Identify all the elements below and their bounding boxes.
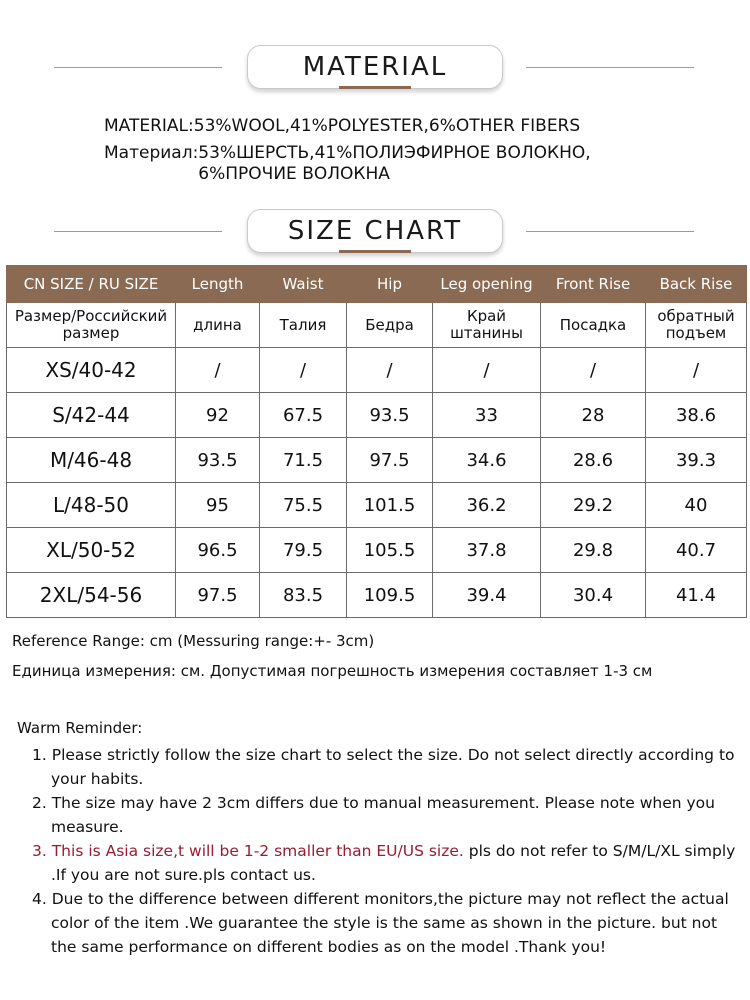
- waist-cell: 83.5: [260, 573, 347, 618]
- size-chart-title-pill: [247, 209, 503, 253]
- col-header-waist-ru: Талия: [260, 303, 347, 348]
- length-cell: 92: [176, 393, 260, 438]
- table-row: [7, 528, 747, 573]
- back-rise-cell: 40: [646, 483, 747, 528]
- waist-cell: 67.5: [260, 393, 347, 438]
- material-value-en: 53%WOOL,41%POLYESTER,6%OTHER FIBERS: [193, 116, 581, 136]
- size-cell: M/46-48: [7, 438, 176, 483]
- material-row-ru: [104, 143, 724, 185]
- waist-cell: 79.5: [260, 528, 347, 573]
- table-row: [7, 438, 747, 483]
- col-header-leg-opening-ru: Край штанины: [433, 303, 541, 348]
- front-rise-cell: 28.6: [541, 438, 646, 483]
- size-cell: 2XL/54-56: [7, 573, 176, 618]
- size-cell: S/42-44: [7, 393, 176, 438]
- front-rise-cell: 29.2: [541, 483, 646, 528]
- leg-opening-cell: 36.2: [433, 483, 541, 528]
- material-label-ru: Материал:: [104, 143, 199, 163]
- reminder-item-4: 4. Due to the difference between different monitors,the picture may not reflect the actual color of the item .We guarantee the style is the same as shown in the picture. but not the same performance on different bodies as on the model .Thank you!: [32, 890, 729, 956]
- hip-cell: 97.5: [347, 438, 433, 483]
- col-header-size: CN SIZE / RU SIZE: [7, 266, 176, 303]
- reminder-item-3-rest: pls do not refer to S/M/L/XL simply .If you are not sure.pls contact us.: [51, 842, 736, 884]
- col-header-hip-ru: Бедра: [347, 303, 433, 348]
- title-accent-bar: [339, 250, 411, 253]
- leg-opening-cell: 34.6: [433, 438, 541, 483]
- back-rise-cell: 40.7: [646, 528, 747, 573]
- length-cell: /: [176, 348, 260, 393]
- material-section-header: [0, 45, 750, 91]
- header-divider-right: [526, 231, 694, 232]
- front-rise-cell: /: [541, 348, 646, 393]
- length-cell: 93.5: [176, 438, 260, 483]
- hip-cell: /: [347, 348, 433, 393]
- material-title-pill: [247, 45, 503, 89]
- back-rise-cell: 38.6: [646, 393, 747, 438]
- front-rise-cell: 28: [541, 393, 646, 438]
- front-rise-cell: 30.4: [541, 573, 646, 618]
- size-cell: L/48-50: [7, 483, 176, 528]
- table-row: [7, 483, 747, 528]
- reference-range-ru: Единица измерения: см. Допустимая погрешность измерения составляет 1-3 см: [12, 662, 653, 680]
- material-row-en: [104, 116, 724, 137]
- table-row: [7, 573, 747, 618]
- col-header-length: Length: [176, 266, 260, 303]
- reminder-item-2: 2. The size may have 2 3cm differs due to manual measurement. Please note when you measure.: [32, 794, 715, 836]
- hip-cell: 109.5: [347, 573, 433, 618]
- leg-opening-cell: 33: [433, 393, 541, 438]
- back-rise-cell: 41.4: [646, 573, 747, 618]
- leg-opening-cell: /: [433, 348, 541, 393]
- length-cell: 96.5: [176, 528, 260, 573]
- length-cell: 97.5: [176, 573, 260, 618]
- waist-cell: 75.5: [260, 483, 347, 528]
- table-header-row-ru: [7, 303, 747, 348]
- col-header-waist: Waist: [260, 266, 347, 303]
- length-cell: 95: [176, 483, 260, 528]
- hip-cell: 105.5: [347, 528, 433, 573]
- leg-opening-cell: 37.8: [433, 528, 541, 573]
- size-chart-table: [6, 265, 747, 618]
- col-header-front-rise-ru: Посадка: [541, 303, 646, 348]
- col-header-length-ru: длина: [176, 303, 260, 348]
- col-header-size-ru: Размер/Российский размер: [7, 303, 176, 348]
- table-row: [7, 348, 747, 393]
- front-rise-cell: 29.8: [541, 528, 646, 573]
- back-rise-cell: /: [646, 348, 747, 393]
- leg-opening-cell: 39.4: [433, 573, 541, 618]
- size-cell: XS/40-42: [7, 348, 176, 393]
- warm-reminder: [17, 716, 742, 959]
- warm-reminder-title: Warm Reminder:: [17, 719, 143, 737]
- size-chart-title: SIZE CHART: [287, 216, 463, 246]
- size-cell: XL/50-52: [7, 528, 176, 573]
- col-header-back-rise: Back Rise: [646, 266, 747, 303]
- material-value-ru: 53%ШЕРСТЬ,41%ПОЛИЭФИРНОЕ ВОЛОКНО, 6%ПРОЧИЕ ВОЛОКНА: [198, 143, 591, 184]
- col-header-front-rise: Front Rise: [541, 266, 646, 303]
- hip-cell: 93.5: [347, 393, 433, 438]
- reference-range-en: Reference Range: cm (Messuring range:+- 3cm): [12, 632, 375, 650]
- material-info: [104, 116, 724, 185]
- waist-cell: /: [260, 348, 347, 393]
- back-rise-cell: 39.3: [646, 438, 747, 483]
- material-title: MATERIAL: [302, 52, 448, 82]
- header-divider-left: [54, 67, 222, 68]
- reminder-item-3-warning: 3. This is Asia size,t will be 1-2 smaller than EU/US size.: [32, 842, 464, 860]
- hip-cell: 101.5: [347, 483, 433, 528]
- col-header-leg-opening: Leg opening: [433, 266, 541, 303]
- waist-cell: 71.5: [260, 438, 347, 483]
- header-divider-left: [54, 231, 222, 232]
- reminder-item-1: 1. Please strictly follow the size chart to select the size. Do not select directly according to your habits.: [32, 746, 735, 788]
- table-row: [7, 393, 747, 438]
- col-header-back-rise-ru: обратный подъем: [646, 303, 747, 348]
- col-header-hip: Hip: [347, 266, 433, 303]
- reminder-item-3: [17, 839, 742, 887]
- size-chart-section-header: [0, 209, 750, 255]
- material-label-en: MATERIAL:: [104, 116, 194, 136]
- header-divider-right: [526, 67, 694, 68]
- table-header-row-en: [7, 266, 747, 303]
- title-accent-bar: [339, 86, 411, 89]
